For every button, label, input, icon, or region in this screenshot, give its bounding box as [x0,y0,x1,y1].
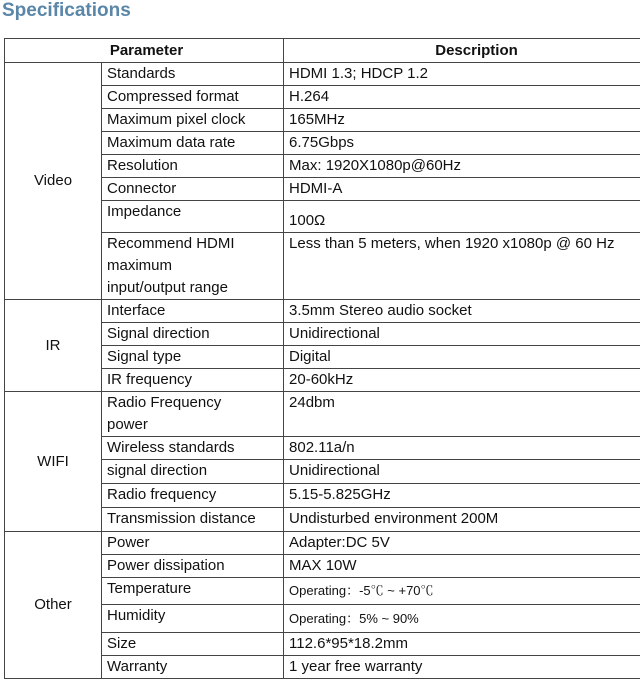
parameter-cell: Maximum pixel clock [102,109,284,132]
description-cell: Max: 1920X1080p@60Hz [284,155,640,178]
description-cell: 100Ω [284,201,640,233]
description-cell: Operating：5% ~ 90% [284,605,640,633]
description-cell: Unidirectional [284,460,640,484]
description-cell: 24dbm [284,392,640,437]
parameter-cell: Size [102,633,284,656]
table-header-row [5,39,640,63]
group-label: Video [5,63,102,300]
description-cell: 1 year free warranty [284,656,640,679]
parameter-cell: Power [102,532,284,555]
parameter-cell: Standards [102,63,284,86]
parameter-cell: signal direction [102,460,284,484]
parameter-cell: Impedance [102,201,284,233]
parameter-cell: Radio frequency [102,484,284,508]
description-cell: Digital [284,346,640,369]
page-title: Specifications [2,0,131,22]
description-cell: Undisturbed environment 200M [284,508,640,532]
description-cell: H.264 [284,86,640,109]
parameter-cell: Maximum data rate [102,132,284,155]
description-cell: Less than 5 meters, when 1920 x1080p @ 60 Hz [284,233,640,300]
description-cell: 20-60kHz [284,369,640,392]
header-parameter: Parameter [5,39,284,63]
description-cell: Operating：-5℃ ~ +70℃ [284,578,640,605]
description-cell: HDMI-A [284,178,640,201]
header-description: Description [284,39,640,63]
parameter-cell: Compressed format [102,86,284,109]
description-cell: 5.15-5.825GHz [284,484,640,508]
description-cell: Adapter:DC 5V [284,532,640,555]
description-cell: MAX 10W [284,555,640,578]
description-cell: 6.75Gbps [284,132,640,155]
description-cell: HDMI 1.3; HDCP 1.2 [284,63,640,86]
description-cell: Unidirectional [284,323,640,346]
spec-table [4,38,640,679]
description-cell: 802.11a/n [284,437,640,460]
description-cell: 3.5mm Stereo audio socket [284,300,640,323]
parameter-cell: Temperature [102,578,284,605]
parameter-cell: Resolution [102,155,284,178]
group-label: IR [5,300,102,392]
parameter-cell: Signal type [102,346,284,369]
table-row [5,300,640,323]
parameter-cell: Warranty [102,656,284,679]
parameter-cell: Signal direction [102,323,284,346]
parameter-cell: Connector [102,178,284,201]
description-cell: 112.6*95*18.2mm [284,633,640,656]
table-row [5,392,640,437]
parameter-cell: IR frequency [102,369,284,392]
parameter-cell: Recommend HDMI maximum input/output range [102,233,284,300]
table-row [5,63,640,86]
parameter-cell: Radio Frequency power [102,392,284,437]
group-label: Other [5,532,102,679]
parameter-cell: Power dissipation [102,555,284,578]
table-row [5,532,640,555]
parameter-cell: Wireless standards [102,437,284,460]
parameter-cell: Interface [102,300,284,323]
group-label: WIFI [5,392,102,532]
description-cell: 165MHz [284,109,640,132]
parameter-cell: Humidity [102,605,284,633]
parameter-cell: Transmission distance [102,508,284,532]
